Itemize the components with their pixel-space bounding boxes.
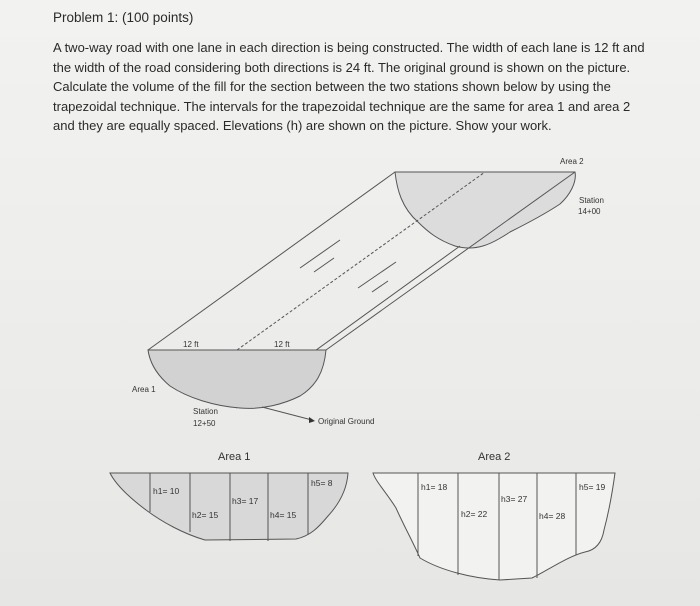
problem-line: Calculate the volume of the fill for the section between the two stations shown below by using the [53,79,611,95]
section2-h5: h5= 19 [579,482,606,492]
problem-title: Problem 1: (100 points) [53,10,194,25]
lane-mark [300,240,340,268]
problem-line: the width of the road considering both directions is 24 ft. The original ground is shown on the picture. [53,59,631,75]
area1-cross-section [148,350,326,408]
problem-line: trapezoidal technique. The intervals for the trapezoidal technique are the same for area 1 and area 2 [53,98,631,114]
area2-label: Area 2 [560,157,584,166]
lane-mark [358,262,396,288]
road-edge-top [148,172,395,350]
problem-line: and they are equally spaced. Elevations (h) are shown on the picture. Show your work. [53,118,552,134]
station-top-label: Station [579,196,604,205]
problem-line: A two-way road with one lane in each direction is being constructed. The width of each lane is 12 ft and [53,40,645,55]
station-top-value: 14+00 [578,207,601,216]
area1-label: Area 1 [132,385,156,394]
section1-h3: h3= 17 [232,496,259,506]
lane-width-right: 12 ft [274,340,290,349]
section2-h2: h2= 22 [461,509,488,519]
original-ground-label: Original Ground [318,417,375,426]
lane-mark [372,281,388,292]
lane-mark [314,258,334,272]
lane-width-left: 12 ft [183,340,199,349]
section1-h4: h4= 15 [270,510,297,520]
station-bottom-label: Station [193,407,218,416]
section2-title: Area 2 [478,451,511,463]
section1-h1: h1= 10 [153,486,180,496]
arrowhead-icon [309,417,315,423]
section2-h1: h1= 18 [421,482,448,492]
section1-h2: h2= 15 [192,510,219,520]
section1-title: Area 1 [218,451,251,463]
section1-h5: h5= 8 [311,478,333,488]
section2-h4: h4= 28 [539,511,566,521]
original-ground-leader [262,407,312,420]
station-bottom-value: 12+50 [193,419,216,428]
section2-h3: h3= 27 [501,494,528,504]
road-prism [148,172,575,420]
